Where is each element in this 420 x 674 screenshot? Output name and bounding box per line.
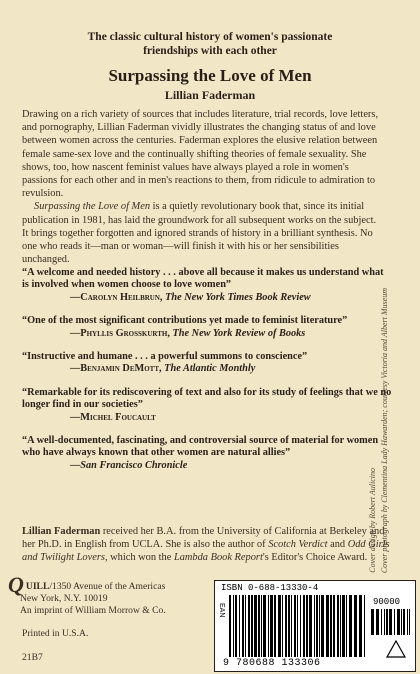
barcode-bar xyxy=(261,595,262,657)
barcode-bar xyxy=(319,595,320,657)
bio-text-4: 's Editor's Choice Award. xyxy=(262,552,368,563)
barcode-digits: 9 780688 133306 xyxy=(223,658,321,669)
bio-award-publication: Lambda Book Report xyxy=(173,552,263,563)
barcode-bar xyxy=(403,609,405,635)
book-description xyxy=(22,108,382,266)
barcode-bar xyxy=(306,595,308,657)
publisher-imprint: An imprint of William Morrow & Co. xyxy=(20,605,166,616)
barcode-bar xyxy=(316,595,318,657)
barcode-bar xyxy=(333,595,335,657)
barcode-bar xyxy=(394,609,395,635)
publisher-name: UILL xyxy=(25,581,50,592)
barcode-bar xyxy=(376,609,379,635)
cover-photo-credit: Cover photograph by Clementina Lady Hawarden; courtesy Victoria and Albert Museum xyxy=(380,288,389,574)
quote-source xyxy=(22,363,392,375)
publisher-line xyxy=(8,572,208,597)
quote-text: “One of the most significant contributions yet made to feminist literature” xyxy=(22,315,348,327)
quote-reviewer: —Benjamin DeMott, xyxy=(70,363,165,375)
barcode-bar xyxy=(381,609,382,635)
barcode-bar xyxy=(239,595,240,657)
quote-source xyxy=(22,292,392,304)
review-quote xyxy=(22,351,392,376)
publisher-info xyxy=(8,572,208,617)
tagline xyxy=(0,30,420,58)
cover-credits xyxy=(368,288,412,574)
ean-barcode xyxy=(229,595,365,657)
barcode-bar xyxy=(401,609,402,635)
barcode-bar xyxy=(229,595,231,657)
description-title-ref: Surpassing the Love of Men xyxy=(34,201,151,213)
quote-publication: The New York Times Book Review xyxy=(165,291,311,303)
barcode-bar xyxy=(359,595,362,657)
bio-author-name: Lillian Faderman xyxy=(22,526,101,537)
barcode-bar xyxy=(294,595,296,657)
barcode-bar xyxy=(354,595,357,657)
barcode-bar xyxy=(326,595,329,657)
bio-text-2: and xyxy=(327,539,348,550)
barcode-bar xyxy=(270,595,273,657)
barcode-bar xyxy=(245,595,246,657)
barcode-bar xyxy=(268,595,269,657)
quote-reviewer: —Phyllis Grosskurth, xyxy=(70,327,173,339)
barcode-bar xyxy=(300,595,301,657)
author-bio xyxy=(22,525,398,564)
quote-text: “Instructive and humane . . . a powerful summons to conscience” xyxy=(22,351,308,363)
barcode-bar xyxy=(330,595,332,657)
barcode-bar xyxy=(278,595,281,657)
barcode-bar xyxy=(371,609,374,635)
quote-publication: San Francisco Chronicle xyxy=(80,459,188,471)
barcode-bar xyxy=(235,595,237,657)
barcode-bar xyxy=(242,595,244,657)
barcode-bar xyxy=(409,609,410,635)
quote-reviewer: — xyxy=(70,459,81,471)
barcode-bar xyxy=(397,609,400,635)
barcode-bar xyxy=(263,595,266,657)
description-paragraph-2-text: is a quietly revolutionary book that, since its initial publication in 1981, has laid the groundwork for all subsequent works on the subject. It brings together forgotten and ignored strands of history in a brilliant synthesis. No one who reads it—man or woman—will finish it with his or her sensibilities unchanged. xyxy=(22,201,377,266)
description-paragraph-2 xyxy=(22,200,382,266)
quote-publication: The New York Review of Books xyxy=(172,327,306,339)
tagline-line-2: friendships with each other xyxy=(143,45,277,57)
publisher-address-2: New York, N.Y. 10019 xyxy=(20,593,108,604)
publisher-address-1: /1350 Avenue of the Americas xyxy=(49,581,166,592)
book-title: Surpassing the Love of Men xyxy=(108,66,312,85)
quote-source xyxy=(22,412,392,424)
price-code: 90000 xyxy=(373,597,401,607)
barcode-bar xyxy=(384,609,385,635)
review-quote xyxy=(22,267,392,304)
barcode-bar xyxy=(285,595,287,657)
barcode-bar xyxy=(303,595,305,657)
barcode-bar xyxy=(364,595,365,657)
bio-book-1: Scotch Verdict xyxy=(268,539,328,550)
tagline-line-1: The classic cultural history of women's passionate xyxy=(87,31,333,43)
barcode-bar xyxy=(314,595,315,657)
quote-publication: The Atlantic Monthly xyxy=(164,363,256,375)
barcode-bar xyxy=(407,609,408,635)
review-quotes xyxy=(22,267,392,483)
barcode-bar xyxy=(282,595,283,657)
barcode-bar xyxy=(251,595,253,657)
ean-label: EAN xyxy=(218,603,225,618)
barcode-bar xyxy=(337,595,339,657)
quote-text: “Remarkable for its rediscovering of text and also for its study of feelings that we no longer find in our societies” xyxy=(22,386,392,411)
barcode-bar xyxy=(248,595,250,657)
barcode-bar xyxy=(340,595,341,657)
barcode-panel xyxy=(214,580,416,672)
quote-source xyxy=(22,328,392,340)
barcode-bar xyxy=(346,595,347,657)
quote-source xyxy=(22,460,392,472)
quote-reviewer: —Carolyn Heilbrun, xyxy=(70,291,166,303)
isbn-number: ISBN 0-688-13330-4 xyxy=(221,583,319,593)
barcode-bar xyxy=(254,595,257,657)
barcode-bar xyxy=(297,595,298,657)
barcode-bar xyxy=(321,595,324,657)
quote-text: “A welcome and needed history . . . above all because it makes us understand what is involved when women choose to love women” xyxy=(22,267,384,291)
bio-text-1: received her B.A. from the University of California at Berkeley and her Ph.D. in English from UCLA. She is also the author of xyxy=(22,526,385,550)
bio-book-2: Odd Girls and Twilight Lovers xyxy=(22,539,390,563)
cover-design-credit: Cover design by Robert Aulicino xyxy=(368,468,377,574)
publisher-logo-mark: Q xyxy=(8,572,24,597)
barcode-bar xyxy=(389,609,392,635)
barcode-bar xyxy=(233,595,234,657)
book-author: Lillian Faderman xyxy=(164,88,256,102)
barcode-bar xyxy=(288,595,290,657)
barcode-bar xyxy=(349,595,352,657)
barcode-bar xyxy=(309,595,312,657)
price-barcode xyxy=(371,609,411,635)
barcode-bar xyxy=(291,595,292,657)
review-quote xyxy=(22,387,392,424)
barcode-bar xyxy=(386,609,388,635)
barcode-bar xyxy=(274,595,276,657)
barcode-bar xyxy=(342,595,345,657)
review-quote xyxy=(22,435,392,472)
printed-in: Printed in U.S.A. xyxy=(22,628,89,639)
quote-text: “A well-documented, fascinating, and controversial source of material for women who have always known that other women are natural allies” xyxy=(22,435,379,459)
print-code: 21B7 xyxy=(22,652,43,663)
review-quote xyxy=(22,315,392,340)
barcode-bar xyxy=(258,595,260,657)
triangle-logo-icon xyxy=(385,639,407,659)
bio-text-3: , which won the xyxy=(104,552,174,563)
quote-reviewer: —Michel Foucault xyxy=(70,411,156,423)
description-paragraph-1: Drawing on a rich variety of sources that includes literature, trial records, love letters, and pornography, Lillian Faderman vividly illustrates the changing status of and love between women across the centuries. Faderman explores the elusive relation between female same-sex love and the continually shifting theories of female sexuality. She shows, too, how nascent feminist values have always played a role in women's passions for each other and in men's reactions to them, from ridicule to admiration to revulsion. xyxy=(22,109,379,200)
